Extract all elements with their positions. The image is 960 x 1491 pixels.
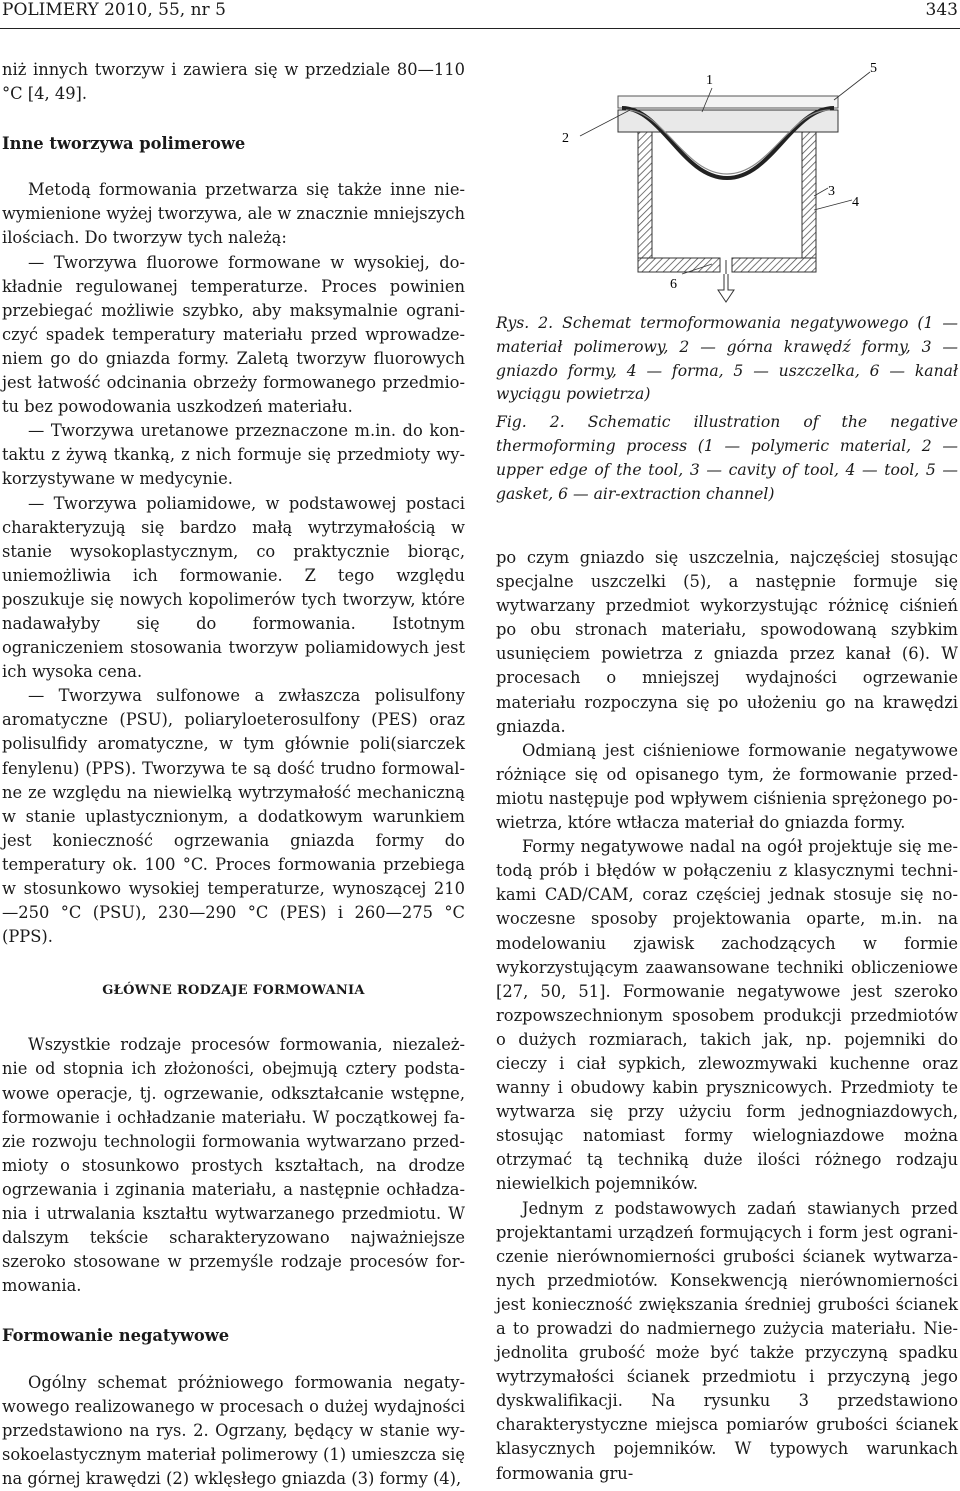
paragraph: Metodą formowania przetwarza się także inne niewymienione wyżej tworzywa, ale w znacznie mniejszych ilościach. Do tworzyw tych należą:	[2, 180, 465, 248]
tool-bottom-left	[638, 258, 720, 272]
tool-wall-right	[802, 132, 816, 272]
leader-4	[814, 200, 852, 210]
clamp-frame	[618, 96, 838, 108]
paragraph: — Tworzywa fluorowe formowane w wysokiej, dokładnie regulowanej temperaturze. Proces powinien przebiegać możliwie szybko, aby maksymalnie ograniczyć spadek temperatury materiału przed wprowadzeniem go do gniazda formy. Zaletą tworzyw fluorowych jest łatwość odcinania obrzeży formowanego przedmiotu bez powodowania uszkodzeń materiału.	[2, 252, 465, 417]
paragraph: — Tworzywa uretanowe przeznaczone m.in. do kontaktu z żywą tkanką, z nich formuje się przedmioty wykorzystywane w medycynie.	[2, 421, 465, 489]
caption-polish: Rys. 2. Schemat termoformowania negatywowego (1 — materiał polimerowy, 2 — górna krawędź formy, 3 — gniazdo formy, 4 — forma, 5 — uszczelka, 6 — kanał wyciągu powietrza)	[496, 314, 958, 404]
paragraph: po czym gniazdo się uszczelnia, najczęściej stosując specjalne uszczelki (5), a następnie formuje się wytwarzany przedmiot wykorzystując różnicę ciśnień po obu stronach materiału, spowodowaną szybkim usunięciem powietrza z gniazda przez kanał (6). W procesach o mniejszej wydajności ogrzewanie materiału rozpoczyna się po ułożeniu go na krawędzi gniazda.	[496, 548, 958, 736]
paragraph: Formy negatywowe nadal na ogół projektuje się metodą prób i błędów w połączeniu z klasycznymi technikami CAD/CAM, coraz częściej jednak stosuje się nowoczesne sposoby projektowania oparte, m.in. na modelowaniu zjawisk zachodzących w formie wykorzystującym zaawansowane techniki obliczeniowe [27, 50, 51]. Formowanie negatywowe jest szeroko rozpowszechnionym sposobem produkcji przedmiotów o dużych rozmiarach, takich jak, np. pojemniki do cieczy i ciał sypkich, zlewozmywaki kuchenne oraz wanny i obudowy kabin prysznicowych. Przedmioty te wytwarza się przy użyciu form jednogniazdowych, stosując natomiast formy wielogniazdowe można otrzymać tą techniką duże ilości różnego rodzaju niewielkich pojemników.	[496, 837, 958, 1194]
paragraph: niż innych tworzyw i zawiera się w przedziale 80—110 °C [4, 49].	[2, 60, 465, 104]
air-extraction-arrow	[718, 274, 734, 302]
page-number: 343	[925, 0, 958, 20]
label-2: 2	[562, 131, 569, 146]
running-header	[0, 0, 960, 29]
subheading: Formowanie negatywowe	[2, 1326, 230, 1346]
paragraph: — Tworzywa sulfonowe a zwłaszcza polisulfony aromatyczne (PSU), poliaryloeterosulfony (PES) oraz polisulfidy aromatyczne, w tym głównie poli(siarczek fenylenu) (PPS). Tworzywa te są dość trudno formowalne ze względu na niewielką wytrzymałość mechaniczną w stanie uplastycznionym, a dodatkowym warunkiem jest konieczność ogrzewania gniazda formy do temperatury ok. 100 °C. Proces formowania przebiega w stosunkowo wysokiej temperaturze, wynoszącej 210—250 °C (PSU), 230—290 °C (PES) i 260—275 °C (PPS).	[2, 686, 465, 947]
figure-caption	[496, 312, 958, 506]
leader-5	[834, 72, 870, 100]
label-5: 5	[870, 61, 877, 76]
paragraph: Jednym z podstawowych zadań stawianych przed projektantami urządzeń formujących i form jest ograniczenie nierównomierności grubości ścianek wytwarzanych przedmiotów. Konsekwencją nierównomierności jest konieczność zwiększania średniej grubości ścianek a to prowadzi do nadmiernego zużycia materiału. Niejednolita grubość może być także przyczyną spadku wytrzymałości ścianek przedmiotu i przyczyną jego dyskwalifikacji. Na rysunku 3 przedstawiono charakterystyczne miejsca pomiarów grubości ścianek klasycznych pojemników. W typowych warunkach formowania gru-	[496, 1198, 958, 1483]
section-heading: GŁÓWNE RODZAJE FORMOWANIA	[102, 983, 365, 999]
left-column	[2, 58, 465, 1491]
label-4: 4	[852, 195, 859, 210]
paragraph: — Tworzywa poliamidowe, w podstawowej postaci charakteryzują się bardzo małą wytrzymałością w stanie wysokoplastycznym, co praktycznie biorąc, uniemożliwia ich formowanie. Z tego względu poszukuje się nowych kopolimerów tych tworzyw, które nadawałyby się do formowania. Istotnym ograniczeniem stosowania tworzyw poliamidowych jest ich wysoka cena.	[2, 493, 465, 682]
journal-info: POLIMERY 2010, 55, nr 5	[2, 0, 226, 20]
thermoforming-diagram	[552, 50, 882, 308]
label-6: 6	[670, 277, 677, 292]
label-1: 1	[706, 73, 713, 88]
label-3: 3	[828, 184, 835, 199]
paragraph: Ogólny schemat próżniowego formowania negatywowego realizowanego w procesach o dużej wydajności przedstawiono na rys. 2. Ogrzany, będący w stanie wysokoelastycznym materiał polimerowy (1) umieszcza się na górnej krawędzi (2) wklęsłego gniazda (3) formy (4),	[2, 1372, 465, 1488]
tool-bottom-right	[732, 258, 816, 272]
paragraph: Odmianą jest ciśnieniowe formowanie negatywowe różniące się od opisanego tym, że formowanie przedmiotu następuje pod wpływem ciśnienia sprężonego powietrza, które wtłacza materiał do gniazda formy.	[496, 740, 958, 833]
subheading: Inne tworzywa polimerowe	[2, 134, 246, 154]
tool-wall-left	[638, 132, 652, 272]
right-column	[496, 546, 958, 1486]
caption-english: Fig. 2. Schematic illustration of the negative thermoforming process (1 — polymeric material, 2 — upper edge of the tool, 3 — cavity of tool, 4 — tool, 5 — gasket, 6 — air-extraction channel)	[496, 413, 958, 503]
paragraph: Wszystkie rodzaje procesów formowania, niezależnie od stopnia ich złożoności, obejmują cztery podstawowe operacje, tj. ogrzewanie, odkształcanie wstępne, formowanie i ochładzanie materiału. W początkowej fazie rozwoju technologii formowania wytwarzano przedmioty o stosunkowo prostych kształtach, na drodze ogrzewania i zginania materiału, a następnie ochładzania i utrwalania kształtu wytwarzanego przedmiotu. W dalszym tekście scharakteryzowano najważniejsze szeroko stosowane w przemyśle rodzaje procesów formowania.	[2, 1035, 465, 1296]
